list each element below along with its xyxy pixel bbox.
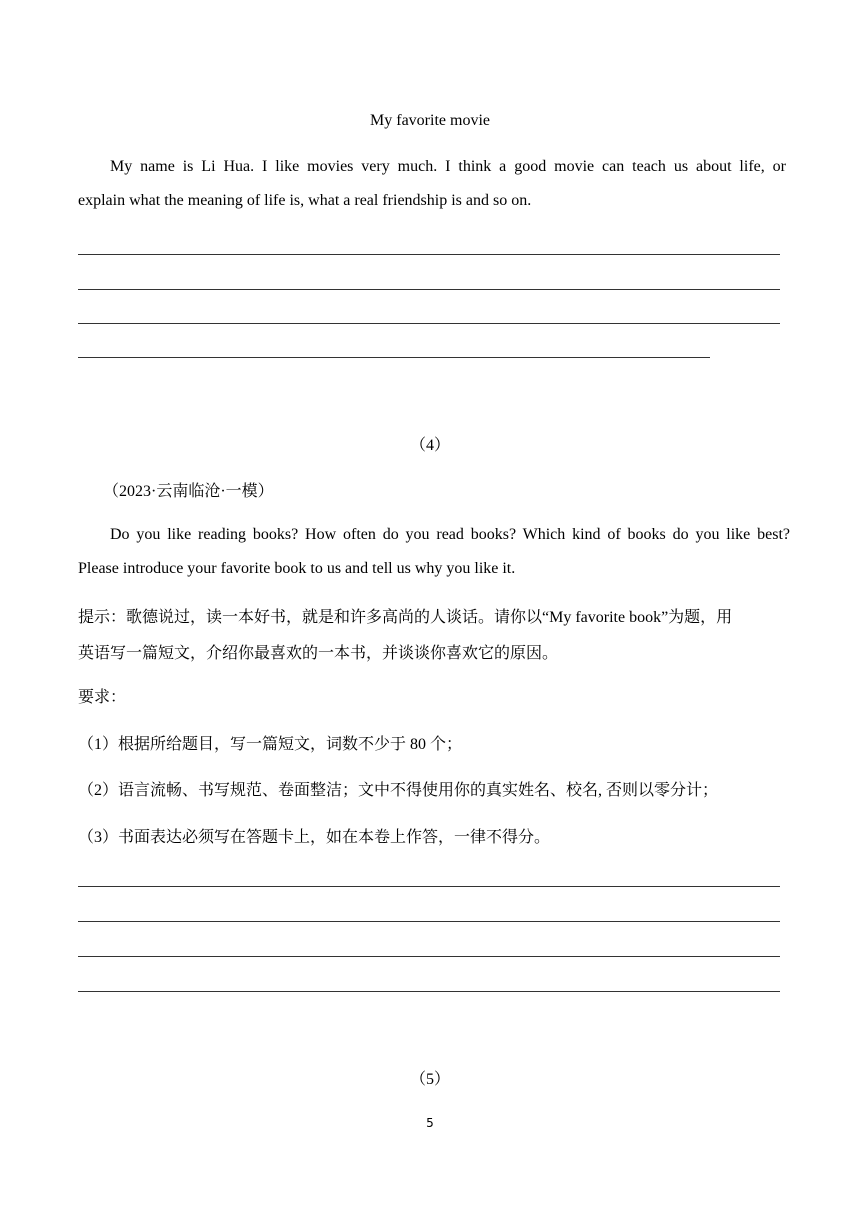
intro-paragraph-line-2: explain what the meaning of life is, what a real friendship is and so on. [78,192,532,209]
hint-line-1: 提示：歌德说过，读一本好书，就是和许多高尚的人谈话。请你以“My favorite book”为题，用 [78,609,733,626]
answer-line[interactable] [78,956,780,957]
requirement-1: （1）根据所给题目，写一篇短文，词数不少于 80 个； [78,736,463,753]
question-source: （2023·云南临沧·一模） [103,483,274,500]
hint-line-2: 英语写一篇短文，介绍你最喜欢的一本书，并谈谈你喜欢它的原因。 [78,645,559,662]
answer-line[interactable] [78,921,780,922]
requirement-3: （3）书面表达必须写在答题卡上，如在本卷上作答，一律不得分。 [78,829,551,846]
requirement-2: （2）语言流畅、书写规范、卷面整洁；文中不得使用你的真实姓名、校名, 否则以零分计； [78,782,719,799]
answer-line[interactable] [78,991,780,992]
question-number: （5） [409,1071,450,1088]
requirements-label: 要求： [78,689,127,706]
question-line-1: Do you like reading books? How often do you read books? Which kind of books do you like best? [110,526,790,543]
question-line-2: Please introduce your favorite book to us and tell us why you like it. [78,560,516,577]
question-number: （4） [409,437,450,454]
answer-line[interactable] [78,254,780,255]
answer-line[interactable] [78,357,710,358]
page-number: 5 [426,1116,434,1130]
answer-line[interactable] [78,886,780,887]
answer-line[interactable] [78,289,780,290]
answer-line[interactable] [78,323,780,324]
intro-paragraph-line-1: My name is Li Hua. I like movies very much. I think a good movie can teach us about life, or [110,158,786,175]
essay-title: My favorite movie [370,112,490,129]
